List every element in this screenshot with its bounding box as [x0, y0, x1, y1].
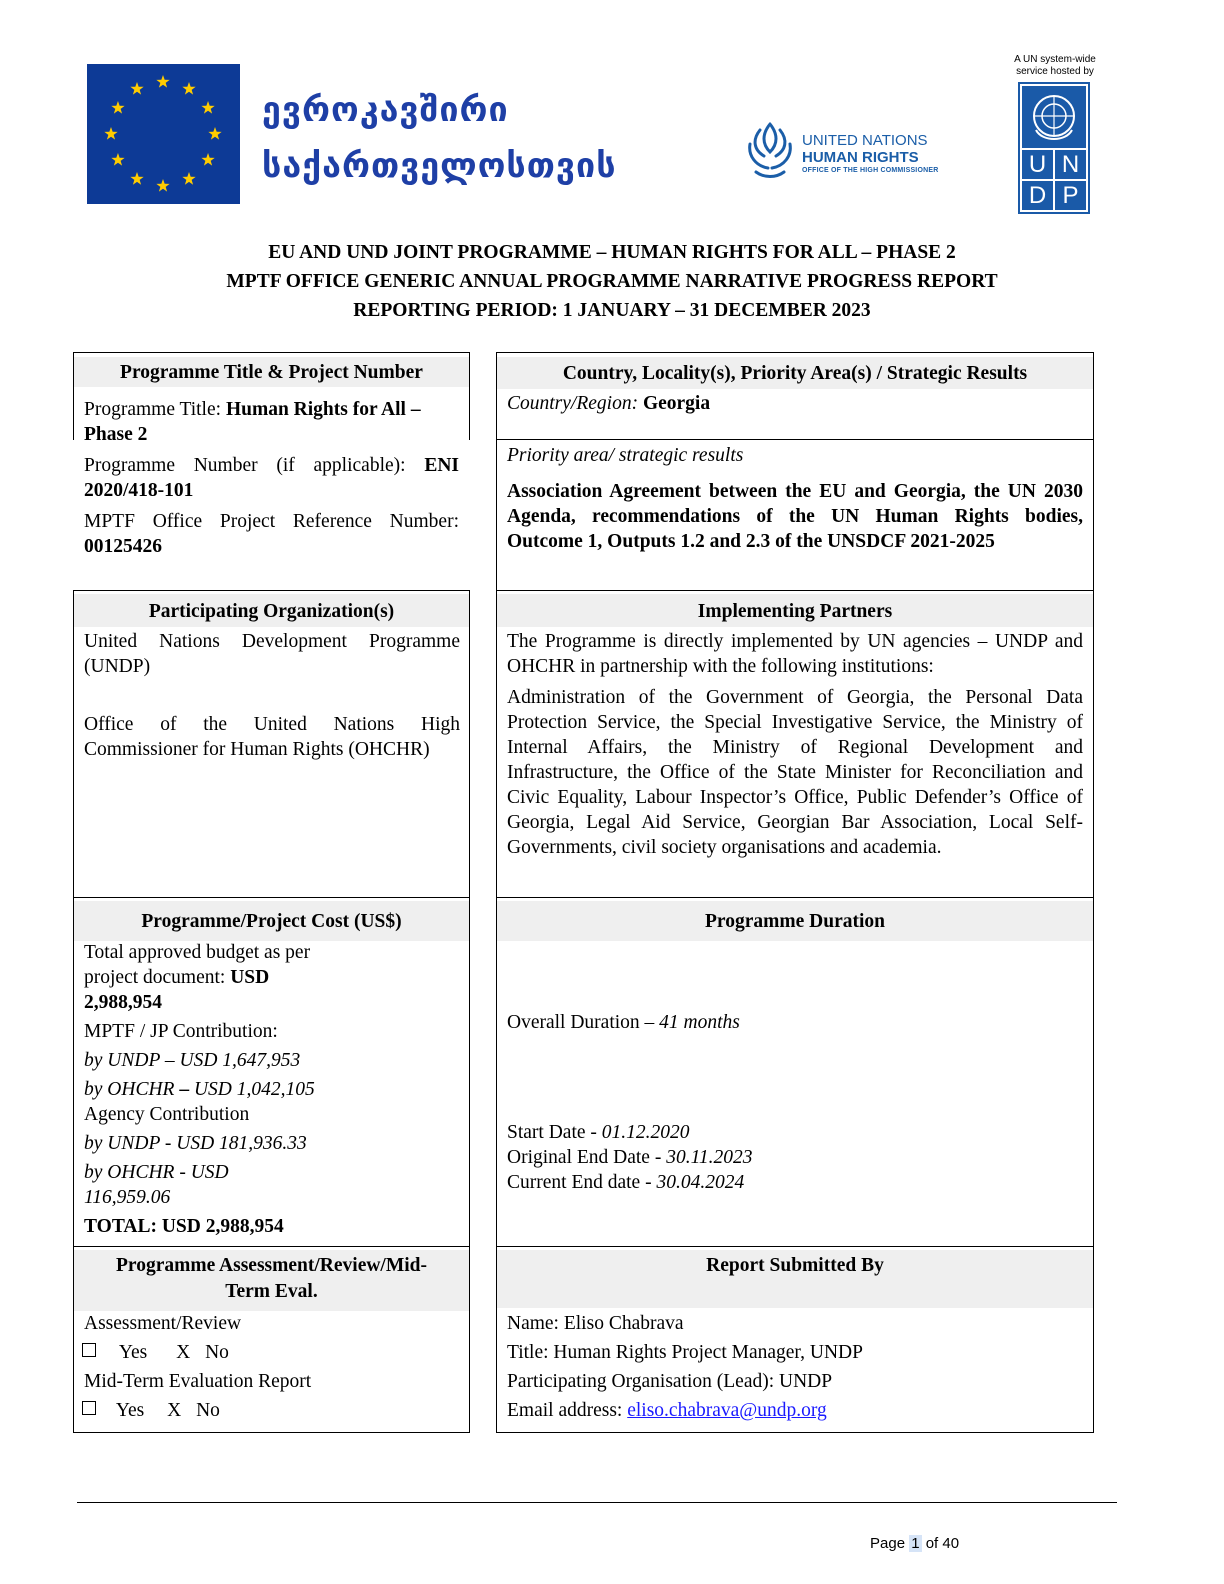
mptf-ohchr-value [84, 1077, 460, 1102]
eu-logo-line2: საქართველოსთვის [262, 146, 617, 186]
priority-area-label: Priority area/ strategic results [507, 445, 744, 466]
page-label: Page [870, 1535, 910, 1552]
budget-currency: USD [230, 967, 270, 988]
undp-letter-p: P [1055, 181, 1086, 210]
overall-duration [507, 1010, 1083, 1035]
mptf-reference-field [84, 509, 459, 559]
implementing-partners-list: Administration of the Government of Georgia, the Personal Data Protection Service, the Special Investigative Service, the Ministry of Internal Affairs, the Ministry of Regional Development and Infrastructure, the Office of the State Minister for Reconciliation and Civic Equality, Labour Inspector’s Office, Public Defender’s Office of Georgia, Legal Aid Service, Georgian Bar Association, Local Self-Governments, civil society organisations and academia. [507, 687, 1083, 858]
mptf-ohchr-dash: – [179, 1079, 190, 1100]
country-divider [497, 439, 1093, 440]
eu-star-icon [111, 153, 124, 166]
agency-contribution-label: Agency Contribution [84, 1104, 250, 1125]
undp-caption-line1: A UN system-wide [1014, 54, 1096, 65]
report-title [0, 238, 1224, 325]
title-line2: MPTF OFFICE GENERIC ANNUAL PROGRAMME NARRATIVE PROGRESS REPORT [226, 271, 998, 292]
implementing-box [496, 590, 1094, 898]
undp-caption-line2: service hosted by [1016, 66, 1094, 77]
participating-header: Participating Organization(s) [74, 594, 469, 627]
programme-number-field [84, 453, 459, 503]
agency-undp-value: by UNDP - USD 181,936.33 [84, 1133, 307, 1154]
assessment-header-line1: Programme Assessment/Review/Mid- [115, 1255, 428, 1276]
duration-dates [507, 1120, 1083, 1195]
mptf-reference-value: 00125426 [84, 536, 162, 557]
programme-title-box [73, 352, 470, 445]
submitted-name: Name: Eliso Chabrava [507, 1313, 684, 1334]
ohchr-logo-text [802, 132, 938, 176]
budget-line2: project document: [84, 967, 231, 988]
title-line1: EU AND UND JOINT PROGRAMME – HUMAN RIGHTS FOR ALL – PHASE 2 [268, 242, 956, 263]
programme-title-header: Programme Title & Project Number [74, 357, 469, 387]
assessment-box [73, 1246, 470, 1433]
ohchr-emblem-icon [740, 116, 800, 182]
agency-ohchr-value-l1: by OHCHR - USD [84, 1162, 229, 1183]
country-box [496, 352, 1094, 591]
programme-title-value-l2: Phase 2 [84, 424, 148, 445]
priority-area-value: Association Agreement between the EU and Georgia, the UN 2030 Agenda, recommendations of the UN Human Rights bodies, Outcome 1, Outputs 1.2 and 2.3 of the UNSDCF 2021-2025 [507, 481, 1083, 552]
submitted-details [507, 1309, 1083, 1425]
submitted-email-link[interactable]: eliso.chabrava@undp.org [627, 1400, 827, 1421]
eu-star-icon [201, 101, 214, 114]
duration-header: Programme Duration [497, 901, 1093, 941]
budget-value: 2,988,954 [84, 992, 162, 1013]
review-yes-label: Yes [118, 1342, 148, 1363]
undp-caption [1005, 54, 1105, 78]
mptf-reference-label: MPTF Office Project Reference Number: [84, 511, 459, 532]
duration-box [496, 897, 1094, 1247]
participating-box [73, 590, 470, 898]
implementing-intro: The Programme is directly implemented by UN agencies – UNDP and OHCHR in partnership with the following institutions: [507, 631, 1083, 677]
participating-org-1: United Nations Development Programme (UNDP) [84, 631, 460, 677]
review-yes-checkbox[interactable] [82, 1343, 96, 1357]
page-total: 40 [942, 1535, 960, 1552]
original-end-value: 30.11.2023 [666, 1147, 753, 1168]
eu-star-icon [111, 101, 124, 114]
page-of: of [921, 1535, 943, 1552]
ohchr-logo-line1: UNITED NATIONS [802, 132, 928, 149]
eu-star-icon [182, 172, 195, 185]
undp-letter-u: U [1022, 150, 1053, 179]
review-no-label: No [205, 1342, 229, 1363]
eu-star-icon [201, 153, 214, 166]
submitted-title: Title: Human Rights Project Manager, UNDP [507, 1342, 863, 1363]
start-date-value: 01.12.2020 [601, 1122, 690, 1143]
eu-star-icon [104, 127, 117, 140]
ohchr-logo-line2: HUMAN RIGHTS [802, 149, 919, 166]
footer-divider [77, 1502, 1117, 1503]
cost-box [73, 897, 470, 1247]
undp-letter-n: N [1055, 150, 1086, 179]
eu-star-icon [130, 172, 143, 185]
review-x-mark: X [176, 1342, 191, 1363]
programme-title-field [84, 397, 460, 447]
programme-title-value-l1: Human Rights for All – [225, 399, 421, 420]
submitted-org: Participating Organisation (Lead): UNDP [507, 1371, 833, 1392]
eu-star-icon [208, 127, 221, 140]
eu-stars-icon [87, 64, 240, 204]
page-number [870, 1535, 959, 1552]
assessment-header [74, 1250, 469, 1311]
programme-title-label: Programme Title: [84, 399, 226, 420]
undp-letter-d: D [1022, 181, 1053, 210]
country-region-value: Georgia [642, 393, 711, 414]
country-region-field [507, 391, 1083, 416]
original-end-label: Original End Date - [507, 1147, 667, 1168]
eu-star-icon [156, 75, 169, 88]
undp-logo [1018, 82, 1090, 214]
mptf-undp-value: by UNDP – USD 1,647,953 [84, 1050, 301, 1071]
overall-duration-label: Overall Duration – [507, 1012, 660, 1033]
eu-star-icon [182, 82, 195, 95]
budget-line1: Total approved budget as per [84, 942, 311, 963]
cost-header: Programme/Project Cost (US$) [74, 901, 469, 941]
eu-logo-line1: ევროკავშირი [262, 90, 509, 130]
midterm-label: Mid-Term Evaluation Report [84, 1371, 312, 1392]
submitted-email-label: Email address: [507, 1400, 628, 1421]
country-header: Country, Locality(s), Priority Area(s) / Strategic Results [497, 357, 1093, 389]
implementing-header: Implementing Partners [497, 594, 1093, 627]
title-line3: REPORTING PERIOD: 1 JANUARY – 31 DECEMBER 2023 [353, 300, 871, 321]
page-current: 1 [911, 1535, 920, 1552]
midterm-yes-label: Yes [115, 1400, 145, 1421]
un-emblem-icon [1022, 86, 1086, 148]
eu-star-icon [130, 82, 143, 95]
submitted-header: Report Submitted By [497, 1250, 1093, 1308]
participating-org-2: Office of the United Nations High Commissioner for Human Rights (OHCHR) [84, 714, 460, 760]
current-end-label: Current End date - [507, 1172, 657, 1193]
mptf-ohchr-a: by OHCHR [84, 1079, 180, 1100]
assessment-review-label: Assessment/Review [84, 1313, 242, 1334]
programme-number-value-l1: ENI [424, 455, 459, 476]
eu-flag-logo [87, 64, 240, 204]
agency-ohchr-value-l2: 116,959.06 [84, 1187, 171, 1208]
eu-logo-text [262, 82, 617, 194]
cost-details [84, 940, 460, 1239]
current-end-value: 30.04.2024 [656, 1172, 745, 1193]
assessment-header-line2: Term Eval. [225, 1281, 318, 1302]
start-date-label: Start Date - [507, 1122, 602, 1143]
submitted-box [496, 1246, 1094, 1433]
assessment-details [84, 1309, 460, 1425]
mptf-ohchr-b: USD 1,042,105 [189, 1079, 315, 1100]
ohchr-logo-line3: OFFICE OF THE HIGH COMMISSIONER [802, 167, 939, 174]
midterm-yes-checkbox[interactable] [82, 1401, 96, 1415]
mptf-contribution-label: MPTF / JP Contribution: [84, 1021, 278, 1042]
country-region-label: Country/Region: [507, 393, 643, 414]
programme-number-label: Programme Number (if applicable): [84, 455, 406, 476]
total-cost: TOTAL: USD 2,988,954 [84, 1216, 284, 1237]
eu-star-icon [156, 179, 169, 192]
overall-duration-value: 41 months [659, 1012, 740, 1033]
programme-number-value-l2: 2020/418-101 [84, 480, 194, 501]
midterm-no-label: No [196, 1400, 220, 1421]
midterm-x-mark: X [167, 1400, 182, 1421]
